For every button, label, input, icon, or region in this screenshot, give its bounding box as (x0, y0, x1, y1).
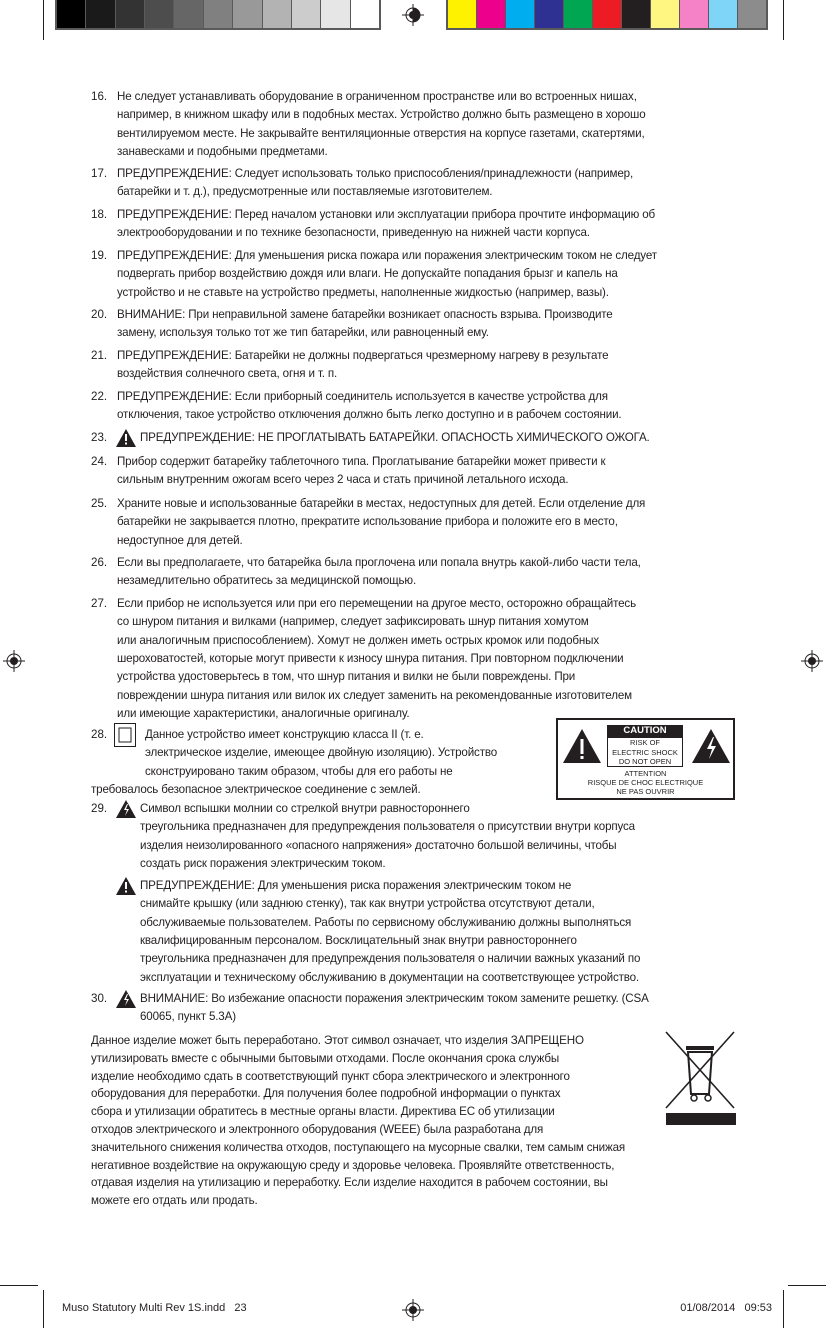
item-text-line: незамедлительно обратитесь за медицинской помощью. (117, 574, 417, 588)
item-text-line: Прибор содержит батарейку таблеточного типа. Проглатывание батарейки может привести к (117, 455, 606, 468)
item-text-line: Символ вспышки молнии со стрелкой внутри равностороннего (140, 802, 470, 815)
item-text-line: ПРЕДУПРЕЖДЕНИЕ: Для уменьшения риска пожара или поражения электрическим током не следует (117, 249, 657, 262)
item-number: 29. (91, 802, 108, 815)
item-text-line: или имеющие характеристики, аналогичные оригиналу. (117, 706, 410, 720)
registration-mark-icon (402, 4, 424, 26)
item-text-line: недоступное для детей. (117, 533, 243, 547)
item-text-line: занавесками и подобными предметами. (117, 144, 328, 158)
disposal-text-line: сбора и утилизации обратитесь в местные органы власти. Директива ЕС об утилизации (91, 1105, 555, 1119)
lightning-triangle-icon (116, 990, 136, 1013)
item-text-line: ВНИМАНИЕ: При неправильной замене батарейки возникает опасность взрыва. Производите (117, 308, 613, 321)
item-number: 22. (91, 390, 108, 403)
item-text-line: эксплуатации и техническому обслуживанию в документации на соответствующее устройство. (140, 970, 640, 984)
item-number: 30. (91, 992, 108, 1005)
item-text-line: ПРЕДУПРЕЖДЕНИЕ: Перед началом установки или эксплуатации прибора прочтите информацию об (117, 208, 656, 221)
item-text-line: сильным внутренним ожогам всего через 2 часа и стать причиной летального исхода. (117, 473, 569, 487)
disposal-text-line: изделие необходимо сдать в соответствующий пункт сбора электрического и электронного (91, 1069, 570, 1083)
item-text-line: Если вы предполагаете, что батарейка была проглочена или попала внутрь какой-либо части тела, (117, 556, 641, 569)
color-swatch (233, 0, 262, 28)
class-ii-double-insulation-icon (114, 723, 136, 752)
color-swatch (204, 0, 233, 28)
item-number: 19. (91, 249, 108, 262)
item-number: 18. (91, 208, 108, 221)
item-text-line: устройства удостоверьтесь в том, что шнур питания и вилки не были повреждены. При (117, 670, 576, 684)
item-text-line: ПРЕДУПРЕЖДЕНИЕ: Для уменьшения риска поражения электрическим током не (140, 879, 572, 892)
item-number: 24. (91, 455, 108, 468)
item-text-line: электрическое изделие, имеющее двойную изоляцию). Устройство (145, 746, 498, 760)
item-number: 26. (91, 556, 108, 569)
item-text-line: вентилируемом месте. Не закрывайте вентиляционные отверстия на корпусе газетами, скатертями, (117, 126, 645, 140)
color-swatch (477, 0, 506, 28)
item-text-line: ПРЕДУПРЕЖДЕНИЕ: НЕ ПРОГЛАТЫВАТЬ БАТАРЕЙКИ. ОПАСНОСТЬ ХИМИЧЕСКОГО ОЖОГА. (140, 431, 650, 444)
item-text-line: замену, используя только тот же тип батарейки, или равноценный ему. (117, 326, 489, 340)
crop-mark (43, 1290, 44, 1328)
lightning-triangle-icon (691, 728, 731, 764)
item-number: 20. (91, 308, 108, 321)
item-text-line: создать риск поражения электрическим током. (140, 856, 386, 870)
color-swatch (292, 0, 321, 28)
item-text-line: батарейки не закрывается плотно, прекратите использование прибора и положите его в место, (117, 515, 618, 529)
registration-mark-icon (402, 1299, 424, 1321)
item-text-line: Если прибор не используется или при его перемещении на другое место, осторожно обращайтесь (117, 597, 636, 610)
item-number: 27. (91, 597, 108, 610)
item-text-line: повреждении шнура питания или вилок их следует заменить на рекомендованные изготовителем (117, 688, 632, 702)
color-swatch (680, 0, 709, 28)
item-text-line: устройство и не ставьте на устройство предметы, наполненные жидкостью (например, вазы). (117, 285, 609, 299)
color-swatch (506, 0, 535, 28)
color-swatch (564, 0, 593, 28)
caution-box (607, 737, 683, 767)
item-text-line: обслуживаемые пользователем. Работы по сервисному обслуживанию должны выполняться (140, 915, 632, 929)
item-text-line: отключения, такое устройство отключения должно быть легко доступно и в рабочем состоянии. (117, 408, 622, 422)
warning-triangle-icon (116, 877, 136, 900)
item-text-line: или аналогичным приспособлением). Хомут не должен иметь острых кромок или подобных (117, 633, 599, 647)
color-swatch (116, 0, 145, 28)
caution-header: CAUTION (607, 725, 683, 737)
disposal-text-line: оборудования для переработки. Для получения более подробной информации о пунктах (91, 1087, 561, 1101)
registration-mark-icon (801, 650, 823, 672)
item-number: 21. (91, 349, 108, 362)
item-text-line: ПРЕДУПРЕЖДЕНИЕ: Если приборный соединитель используется в качестве устройства для (117, 390, 608, 403)
item-text-line: со шнуром питания и вилками (например, следует зафиксировать шнур питания хомутом (117, 615, 589, 629)
item-text-line: электрооборудовании и по технике безопасности, приведенную на нижней части корпуса. (117, 226, 590, 240)
item-text-line: Храните новые и использованные батарейки в местах, недоступных для детей. Если отделение для (117, 497, 646, 510)
caution-footer-text: RISQUE DE CHOC ELECTRIQUE (587, 778, 704, 787)
item-text-line: треугольника предназначен для предупреждения пользователя о наличии важных указаний по (140, 952, 641, 966)
disposal-text-line: отдавая изделия на утилизацию и переработку. Если изделие находится в рабочем состоянии, вы (91, 1176, 608, 1190)
item-number: 28. (91, 728, 108, 741)
footer-filename: Muso Statutory Multi Rev 1S.indd 23 (62, 1302, 247, 1314)
gray-color-bar (55, 0, 381, 30)
item-text-line: снимайте крышку (или заднюю стенку), так как внутри устройства отсутствуют детали, (140, 897, 595, 911)
caution-footer-text: ATTENTION (624, 769, 667, 778)
item-text-line: подвергать прибор воздействию дождя или влаги. Не допускайте попадания брызг и капель на (117, 267, 618, 281)
disposal-text-line: отходов электрического и электронного оборудования (WEEE) была разработана для (91, 1123, 544, 1136)
color-swatch (622, 0, 651, 28)
item-text-line: требовалось безопасное электрическое соединение с землей. (91, 782, 421, 796)
lightning-triangle-icon (116, 800, 136, 823)
caution-footer-text: NE PAS OUVRIR (616, 787, 675, 796)
item-text-line: ПРЕДУПРЕЖДЕНИЕ: Следует использовать только приспособления/принадлежности (например, (117, 167, 634, 180)
color-swatch (738, 0, 766, 28)
item-number: 16. (91, 90, 108, 103)
item-text-line: воздействия солнечного света, огня и т. п. (117, 367, 338, 381)
color-swatch (593, 0, 622, 28)
color-swatch (174, 0, 203, 28)
disposal-text-line: негативное воздействие на окружающую среду и здоровье человека. Проявляйте ответственность, (91, 1158, 615, 1172)
crop-mark (43, 0, 44, 40)
disposal-text-line: можете его отдать или продать. (91, 1194, 258, 1208)
color-swatch (263, 0, 292, 28)
item-text-line: сконструировано таким образом, чтобы для его работы не (145, 764, 453, 778)
item-text-line: треугольника предназначен для предупреждения пользователя о присутствии внутри корпуса (140, 820, 635, 834)
crop-mark (788, 1285, 826, 1286)
footer-date: 01/08/2014 09:53 (680, 1302, 772, 1314)
crop-mark (783, 0, 784, 40)
color-swatch (651, 0, 680, 28)
item-text-line: шероховатостей, которые могут привести к износу шнура питания. При повторном подключении (117, 651, 624, 665)
item-text-line: 60065, пункт 5.3A) (140, 1010, 236, 1024)
caution-text: DO NOT OPEN (618, 757, 672, 766)
color-swatch (86, 0, 115, 28)
item-text-line: изделия неизолированного «опасного напряжения» достаточно большой величины, чтобы (140, 838, 617, 852)
color-swatch (351, 0, 379, 28)
disposal-text-line: значительного снижения количества отходов, поступающего на мусорные свалки, тем самым снижая (91, 1140, 626, 1154)
warning-triangle-icon (116, 429, 136, 452)
color-swatch (448, 0, 477, 28)
registration-mark-icon (3, 650, 25, 672)
disposal-text-line: утилизировать вместе с обычными бытовыми отходами. После окончания срока службы (91, 1051, 560, 1065)
caution-text: ELECTRIC SHOCK (612, 747, 678, 757)
crop-mark (0, 1285, 38, 1286)
caution-text: RISK OF (629, 738, 660, 747)
item-number: 25. (91, 497, 108, 510)
color-swatch (57, 0, 86, 28)
weee-crossed-bin-icon (664, 1030, 736, 1126)
item-text-line: ПРЕДУПРЕЖДЕНИЕ: Батарейки не должны подвергаться чрезмерному нагреву в результате (117, 349, 609, 362)
disposal-text-line: Данное изделие может быть переработано. Этот символ означает, что изделия ЗАПРЕЩЕНО (91, 1034, 584, 1047)
item-text-line: Данное устройство имеет конструкцию класса II (т. е. (145, 728, 424, 741)
item-text-line: например, в книжном шкафу или в подобных местах. Устройство должно быть размещено в хорошо (117, 108, 646, 122)
item-number: 23. (91, 431, 108, 444)
color-swatch (709, 0, 738, 28)
caution-label (556, 718, 735, 800)
color-swatch (535, 0, 564, 28)
color-swatch (145, 0, 174, 28)
process-color-bar (446, 0, 768, 30)
warning-triangle-icon (562, 728, 602, 764)
item-text-line: квалифицированным персоналом. Восклицательный знак внутри равностороннего (140, 933, 577, 947)
item-text-line: ВНИМАНИЕ: Во избежание опасности поражения электрическим током замените решетку. (CSA (140, 992, 649, 1005)
color-swatch (321, 0, 350, 28)
item-text-line: батарейки и т. д.), предусмотренные или поставляемые изготовителем. (117, 185, 493, 199)
crop-mark (783, 1290, 784, 1328)
item-number: 17. (91, 167, 108, 180)
item-text-line: Не следует устанавливать оборудование в ограниченном пространстве или во встроенных нишах, (117, 90, 637, 103)
